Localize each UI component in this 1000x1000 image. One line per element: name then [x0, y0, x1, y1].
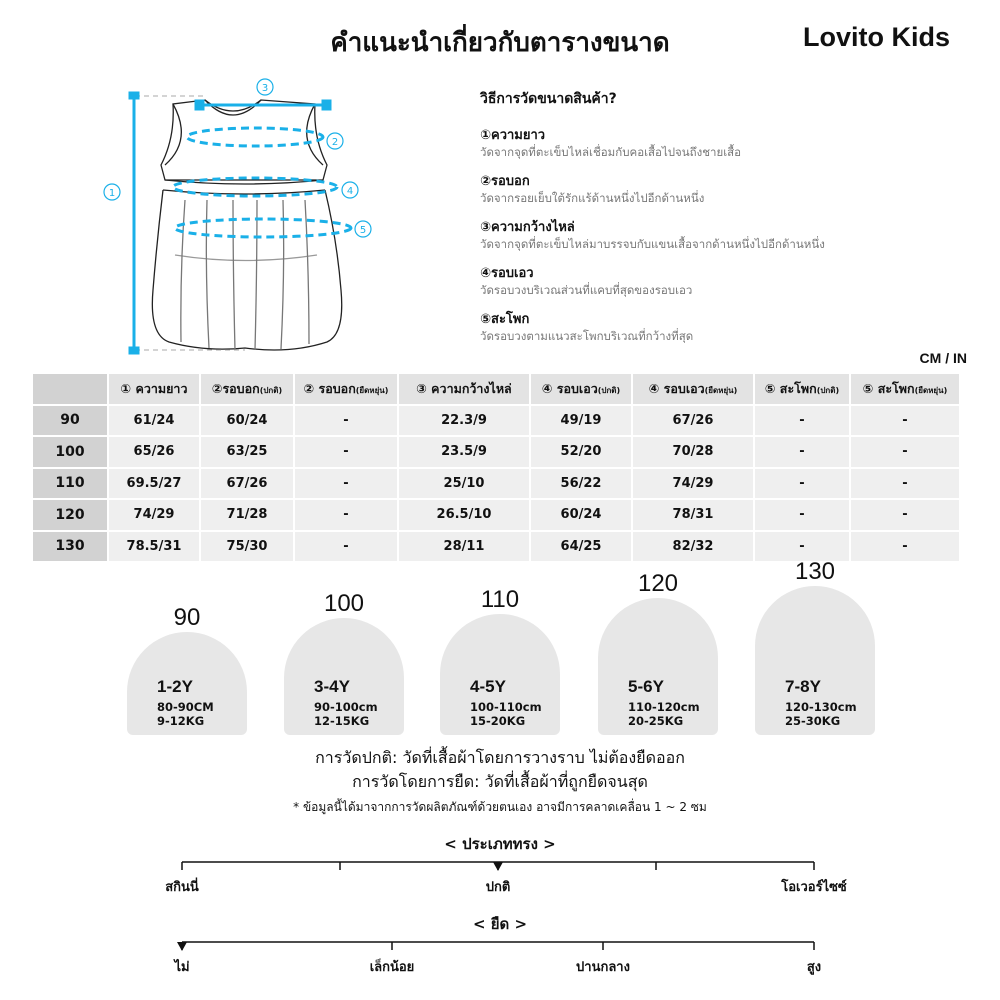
note-normal-measure: การวัดปกติ: วัดที่เสื้อผ้าโดยการวางราบ ไม่ต้องยืดออก [315, 748, 685, 767]
column-header-label: ④ รอบเอว [541, 380, 598, 396]
table-cell: 25/10 [399, 469, 529, 499]
table-row [33, 437, 959, 467]
dome-age-label: 4-5Y [470, 677, 506, 696]
column-header [755, 374, 849, 404]
measure-instructions [480, 88, 940, 354]
table-cell: - [295, 500, 397, 530]
table-cell: - [755, 437, 849, 467]
table-cell: 23.5/9 [399, 437, 529, 467]
dome-age-label: 5-6Y [628, 677, 664, 696]
table-cell: 75/30 [201, 532, 293, 562]
instruction-label: ⑤สะโพก [480, 312, 530, 327]
table-cell: - [851, 406, 959, 436]
fit-selected-marker [493, 862, 503, 871]
marker-bust: 2 [331, 137, 339, 148]
column-header-label: ③ ความกว้างไหล่ [416, 380, 512, 396]
note-disclaimer: * ข้อมูลนี้ได้มาจากการวัดผลิตภัณฑ์ด้วยตนเอง อาจมีการคลาดเคลื่อน 1 ~ 2 ซม [293, 800, 707, 814]
column-header-sublabel: (ปกติ) [597, 385, 621, 395]
table-cell: 74/29 [109, 500, 199, 530]
instruction-desc: วัดจากรอยเย็บใต้รักแร้ด้านหนึ่งไปอีกด้านหนึ่ง [480, 191, 705, 205]
stretch-label-slight: เล็กน้อย [369, 960, 415, 975]
age-size-guide [0, 560, 1000, 750]
table-cell: 82/32 [633, 532, 753, 562]
column-header-sublabel: (ยืดหยุ่น) [914, 385, 948, 395]
stretch-scale [0, 930, 1000, 960]
stretch-label-none: ไม่ [174, 960, 190, 975]
table-cell: - [755, 469, 849, 499]
fit-label-regular: ปกติ [485, 880, 511, 895]
column-header [295, 374, 397, 404]
table-cell: - [295, 532, 397, 562]
dome-height-label: 120-130cm [785, 700, 857, 714]
stretch-selected-marker [177, 942, 187, 951]
table-cell: 78.5/31 [109, 532, 199, 562]
dress-diagram [95, 70, 395, 370]
dome-size-label: 90 [173, 604, 201, 631]
table-cell: 67/26 [201, 469, 293, 499]
table-cell: 65/26 [109, 437, 199, 467]
stretch-label-high: สูง [806, 960, 822, 975]
dome-height-label: 90-100cm [314, 700, 378, 714]
dome-weight-label: 20-25KG [628, 714, 684, 728]
instruction-label: ③ความกว้างไหล่ [480, 220, 575, 235]
row-size-label: 110 [33, 469, 107, 499]
page-title: คำแนะนำเกี่ยวกับตารางขนาด [330, 28, 670, 58]
dome-height-label: 100-110cm [470, 700, 542, 714]
unit-label: CM / IN [919, 350, 967, 366]
dome-weight-label: 9-12KG [157, 714, 205, 728]
column-header [399, 374, 529, 404]
table-cell: 60/24 [531, 500, 631, 530]
table-cell: 61/24 [109, 406, 199, 436]
column-header-sublabel: (ปกติ) [259, 385, 283, 395]
dome-size-label: 130 [794, 558, 836, 585]
table-cell: - [851, 532, 959, 562]
fit-label-oversize: โอเวอร์ไซซ์ [781, 880, 847, 895]
column-header [201, 374, 293, 404]
column-header-sublabel: (ยืดหยุ่น) [355, 385, 389, 395]
dome-age-label: 1-2Y [157, 677, 193, 696]
table-cell: - [755, 532, 849, 562]
dome-height-label: 80-90CM [157, 700, 214, 714]
table-cell: 78/31 [633, 500, 753, 530]
column-header [851, 374, 959, 404]
table-cell: 67/26 [633, 406, 753, 436]
column-header-sublabel: (ปกติ) [816, 385, 840, 395]
column-header-sublabel: (ยืดหยุ่น) [704, 385, 738, 395]
table-cell: - [295, 437, 397, 467]
table-cell: 60/24 [201, 406, 293, 436]
table-cell: 52/20 [531, 437, 631, 467]
instruction-desc: วัดรอบวงบริเวณส่วนที่แคบที่สุดของรอบเอว [480, 283, 693, 297]
table-row [33, 532, 959, 562]
table-cell: 64/25 [531, 532, 631, 562]
brand-logo: Lovito Kids [803, 22, 950, 52]
marker-shoulder: 3 [261, 83, 269, 94]
table-cell: 71/28 [201, 500, 293, 530]
instruction-desc: วัดจากจุดที่ตะเข็บไหล่มาบรรจบกับแขนเสื้อจากด้านหนึ่งไปอีกด้านหนึ่ง [480, 237, 825, 251]
table-corner [33, 374, 107, 404]
size-table [31, 372, 961, 563]
instruction-label: ①ความยาว [480, 128, 546, 143]
table-cell: 74/29 [633, 469, 753, 499]
table-cell: - [851, 437, 959, 467]
table-row [33, 406, 959, 436]
instruction-desc: วัดรอบวงตามแนวสะโพกบริเวณที่กว้างที่สุด [480, 329, 694, 343]
table-cell: - [295, 469, 397, 499]
table-cell: 26.5/10 [399, 500, 529, 530]
table-cell: 22.3/9 [399, 406, 529, 436]
table-row [33, 469, 959, 499]
marker-waist: 4 [346, 186, 354, 197]
table-cell: - [755, 406, 849, 436]
column-header [633, 374, 753, 404]
note-stretch-measure: การวัดโดยการยืด: วัดที่เสื้อผ้าที่ถูกยืดจนสุด [352, 772, 648, 791]
instruction-label: ④รอบเอว [480, 266, 534, 281]
column-header [531, 374, 631, 404]
column-header-label: ②รอบอก [211, 380, 260, 396]
column-header [109, 374, 199, 404]
dome-size-label: 110 [480, 586, 520, 613]
table-cell: 63/25 [201, 437, 293, 467]
instruction-desc: วัดจากจุดที่ตะเข็บไหล่เชื่อมกับคอเสื้อไปจนถึงชายเสื้อ [480, 145, 742, 159]
stretch-scale-title: < ยืด > [472, 915, 528, 933]
table-cell: 28/11 [399, 532, 529, 562]
instruction-label: ②รอบอก [480, 174, 530, 189]
instructions-heading: วิธีการวัดขนาดสินค้า? [480, 91, 617, 107]
column-header-label: ① ความยาว [120, 380, 188, 396]
row-size-label: 100 [33, 437, 107, 467]
fit-label-skinny: สกินนี่ [165, 880, 199, 895]
dome-age-label: 3-4Y [314, 677, 350, 696]
table-cell: - [851, 469, 959, 499]
dome-size-label: 120 [637, 570, 679, 597]
row-size-label: 90 [33, 406, 107, 436]
fit-scale-title: < ประเภททรง > [444, 835, 556, 853]
row-size-label: 130 [33, 532, 107, 562]
table-cell: 49/19 [531, 406, 631, 436]
table-cell: - [755, 500, 849, 530]
table-cell: 69.5/27 [109, 469, 199, 499]
row-size-label: 120 [33, 500, 107, 530]
column-header-label: ④ รอบเอว [648, 380, 705, 396]
column-header-label: ⑤ สะโพก [764, 380, 817, 396]
table-cell: 56/22 [531, 469, 631, 499]
column-header-label: ⑤ สะโพก [862, 380, 915, 396]
stretch-label-medium: ปานกลาง [576, 960, 630, 975]
marker-hip: 5 [359, 225, 367, 236]
dome-weight-label: 15-20KG [470, 714, 526, 728]
table-cell: - [295, 406, 397, 436]
table-cell: - [851, 500, 959, 530]
marker-length: 1 [108, 188, 116, 199]
dome-age-label: 7-8Y [785, 677, 821, 696]
column-header-label: ② รอบอก [303, 380, 356, 396]
dome-height-label: 110-120cm [628, 700, 700, 714]
dome-weight-label: 12-15KG [314, 714, 370, 728]
dome-size-label: 100 [323, 590, 365, 617]
dome-weight-label: 25-30KG [785, 714, 841, 728]
table-row [33, 500, 959, 530]
table-cell: 70/28 [633, 437, 753, 467]
